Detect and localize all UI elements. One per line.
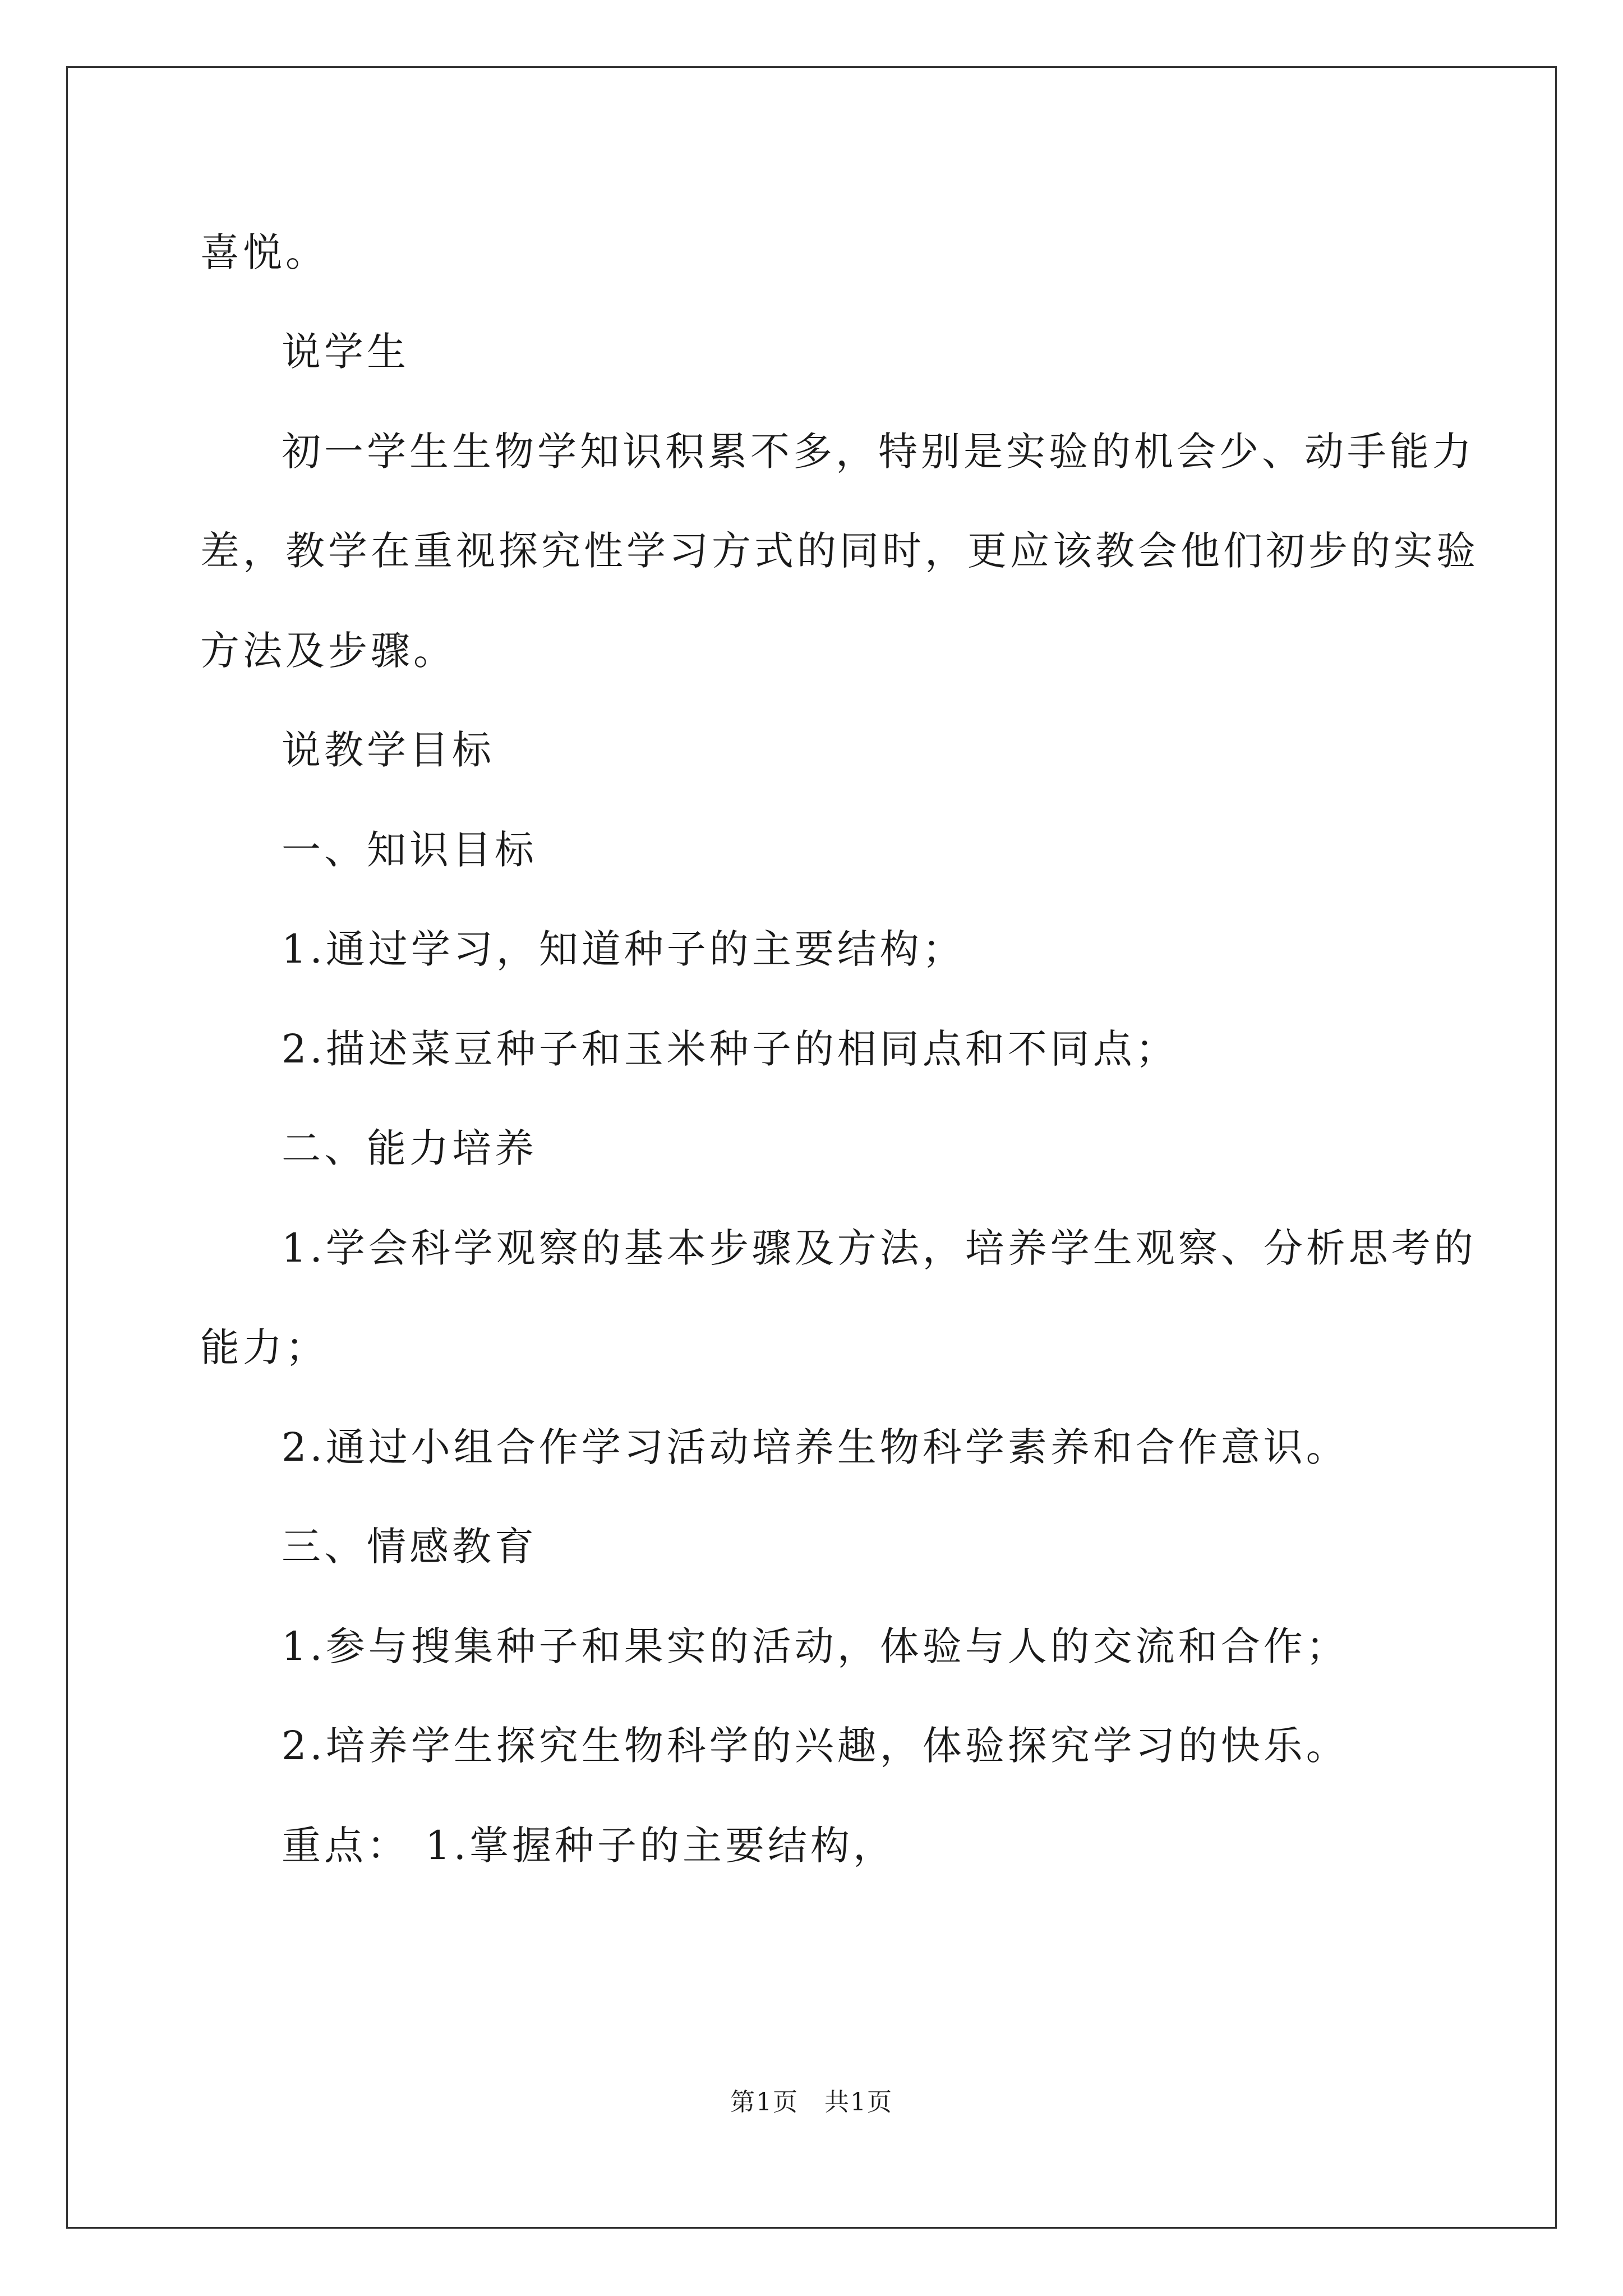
list-item: 2.描述菜豆种子和玉米种子的相同点和不同点； <box>282 1026 1178 1072</box>
key-point-line: 重点： 1.掌握种子的主要结构， <box>282 1823 896 1869</box>
text-line: 方法及步骤。 <box>200 628 456 674</box>
list-item: 1.通过学习，知道种子的主要结构； <box>282 926 965 972</box>
text-line: 喜悦。 <box>200 229 328 275</box>
subsection-heading: 二、能力培养 <box>282 1125 537 1171</box>
text-line: 差，教学在重视探究性学习方式的同时，更应该教会他们初步的实验 <box>200 528 1479 574</box>
text-line: 能力； <box>200 1324 328 1370</box>
section-heading: 说学生 <box>282 329 409 375</box>
text-line: 初一学生生物学知识积累不多，特别是实验的机会少、动手能力 <box>282 429 1475 475</box>
subsection-heading: 一、知识目标 <box>282 827 537 873</box>
section-heading: 说教学目标 <box>282 727 495 773</box>
page-footer: 第1页 共1页 <box>730 2088 893 2116</box>
list-item: 1.参与搜集种子和果实的活动，体验与人的交流和合作； <box>282 1623 1349 1669</box>
subsection-heading: 三、情感教育 <box>282 1524 537 1570</box>
list-item: 2.通过小组合作学习活动培养生物科学素养和合作意识。 <box>282 1424 1349 1470</box>
list-item: 1.学会科学观察的基本步骤及方法，培养学生观察、分析思考的 <box>282 1225 1477 1271</box>
list-item: 2.培养学生探究生物科学的兴趣，体验探究学习的快乐。 <box>282 1723 1349 1769</box>
